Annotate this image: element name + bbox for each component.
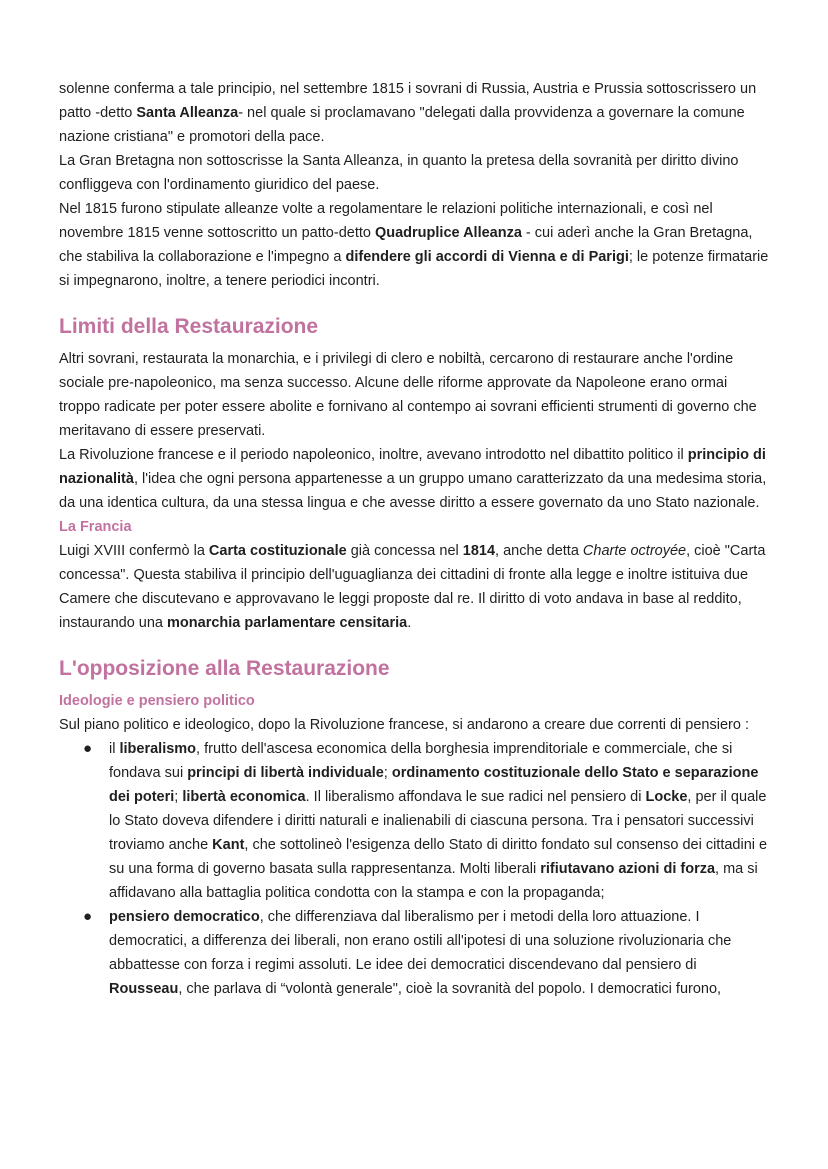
document-body bbox=[59, 77, 771, 1001]
bold-term: principio di nazionalità bbox=[59, 447, 766, 487]
bullet-list bbox=[59, 737, 771, 1001]
paragraph-santa-alleanza: solenne conferma a tale principio, nel settembre 1815 i sovrani di Russia, Austria e Prussia sottoscrissero un patto -detto Santa Alleanza- nel quale si proclamavano "delegati dalla provvidenza a governare la comune nazione cristiana" e promotori della pace. bbox=[59, 81, 757, 145]
list-item-pensiero-democratico: ● pensiero democratico, che differenziava dal liberalismo per i metodi della loro attuazione. I democratici, a differenza dei liberali, non erano ostili all'ipotesi di una soluzione rivoluzionaria che abbattesse con forza i regimi assoluti. Le idee dei democratici discendevano dal pensiero di Rousseau, che parlava di “volontà generale", cioè la sovranità del popolo. I democratici furono, bbox=[59, 905, 771, 1001]
italic-term: Charte octroyée bbox=[582, 543, 687, 559]
bold-term: monarchia parlamentare censitaria bbox=[167, 615, 408, 631]
subsection-title-francia: La Francia bbox=[59, 519, 132, 535]
section-title-opposizione: L'opposizione alla Restaurazione bbox=[59, 657, 390, 680]
paragraph-sovrani: Altri sovrani, restaurata la monarchia, e i privilegi di clero e nobiltà, cercarono di restaurare anche l'ordine sociale pre-napoleonico, ma senza successo. Alcune delle riforme approvate da Napoleone erano ormai troppo radicate per poter essere abolite e fornivano al contempo ai sovrani efficienti strumenti di governo che meritavano di essere preservati. bbox=[59, 351, 757, 439]
bold-term: 1814 bbox=[462, 543, 496, 559]
list-item-liberalismo: ● il liberalismo, frutto dell'ascesa economica della borghesia imprenditoriale e commerciale, che si fondava sui principi di libertà individuale; ordinamento costituzionale dello Stato e separazione dei poteri; libertà economica. Il liberalismo affondava le sue radici nel pensiero di Locke, per il quale lo Stato doveva difendere i diritti naturali e inalienabili di ciascuna persona. Tra i pensatori successivi troviamo anche Kant, che sottolineò l'esigenza dello Stato di diritto fondato sul consenso dei cittadini e su una forma di governo basata sulla rappresentanza. Molti liberali rifiutavano azioni di forza, ma si affidavano alla battaglia politica condotta con la stampa e con la propaganda; bbox=[59, 737, 771, 905]
section-title-limiti: Limiti della Restaurazione bbox=[59, 315, 319, 338]
bold-term: Carta costituzionale bbox=[208, 543, 347, 559]
paragraph-correnti-pensiero: Sul piano politico e ideologico, dopo la Rivoluzione francese, si andarono a creare due correnti di pensiero : bbox=[59, 717, 749, 733]
paragraph-gran-bretagna: La Gran Bretagna non sottoscrisse la Santa Alleanza, in quanto la pretesa della sovranità per diritto divino confliggeva con l'ordinamento giuridico del paese. bbox=[59, 153, 739, 193]
paragraph-quadruplice-alleanza: Nel 1815 furono stipulate alleanze volte a regolamentare le relazioni politiche internazionali, e così nel novembre 1815 venne sottoscritto un patto-detto Quadruplice Alleanza - cui aderì anche la Gran Bretagna, che stabiliva la collaborazione e l'impegno a difendere gli accordi di Vienna e di Parigi; le potenze firmatarie si impegnarono, inoltre, a tenere periodici incontri. bbox=[59, 201, 769, 289]
bullet-icon: ● bbox=[83, 908, 93, 925]
subsection-title-ideologie: Ideologie e pensiero politico bbox=[59, 693, 255, 709]
bold-term: Santa Alleanza bbox=[136, 105, 239, 121]
paragraph-carta-costituzionale: Luigi XVIII confermò la Carta costituzionale già concessa nel 1814, anche detta Charte octroyée, cioè "Carta concessa". Questa stabiliva il principio dell'uguaglianza dei cittadini di fronte alla legge e inoltre istituiva due Camere che discutevano e approvavano le leggi proposte dal re. Il diritto di voto andava in base al reddito, instaurando una monarchia parlamentare censitaria. bbox=[59, 543, 766, 631]
paragraph-nazionalita: La Rivoluzione francese e il periodo napoleonico, inoltre, avevano introdotto nel dibattito politico il principio di nazionalità, l'idea che ogni persona appartenesse a un gruppo umano caratterizzato da una medesima storia, da una identica cultura, da una stessa lingua e che avesse diritto a essere governato da uno Stato nazionale. bbox=[59, 447, 767, 511]
bold-term: difendere gli accordi di Vienna e di Parigi bbox=[345, 249, 629, 265]
bullet-icon: ● bbox=[83, 740, 93, 757]
bold-term: Quadruplice Alleanza bbox=[374, 225, 522, 241]
